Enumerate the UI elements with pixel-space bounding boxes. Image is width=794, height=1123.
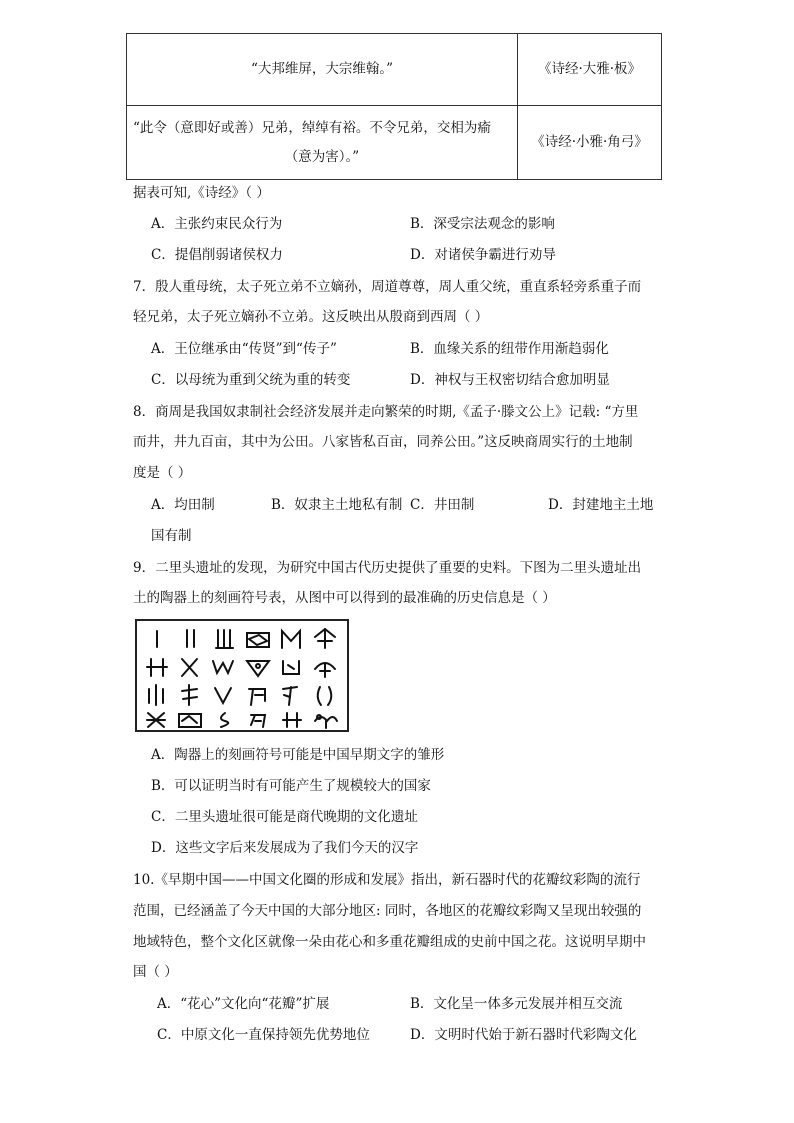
symbol-glyph	[247, 661, 269, 676]
symbol-glyph	[221, 713, 228, 727]
quote-cell: “大邦维屏，大宗维翰。”	[127, 34, 518, 106]
source-cell: 《诗经·大雅·板》	[518, 34, 662, 106]
symbol-glyph	[283, 713, 301, 727]
q8-option-d-continued: 国有制	[151, 528, 192, 544]
symbol-glyph	[315, 629, 335, 648]
symbol-glyph	[315, 715, 337, 728]
symbol-glyph	[215, 688, 231, 703]
table-row	[127, 34, 662, 106]
q9-option-b[interactable]: B．可以证明当时有可能产生了规模较大的国家	[151, 778, 431, 794]
symbol-glyph	[182, 685, 197, 705]
q9-stem-line: 9．二里头遗址的发现，为研究中国古代历史提供了重要的史料。下图为二里头遗址出	[133, 560, 642, 576]
q7-option-d[interactable]: D．神权与王权密切结合愈加明显	[410, 372, 610, 388]
q8-stem-line: 而井，井九百亩，其中为公田。八家皆私百亩，同养公田。”这反映商周实行的土地制	[133, 434, 633, 450]
quote-line: （意为害）。”	[284, 148, 360, 165]
q7-stem-line: 7．殷人重母统，太子死立弟不立嫡孙，周道尊尊，周人重父统，重直系轻旁系重子而	[133, 279, 642, 295]
q6-option-a[interactable]: A．主张约束民众行为	[151, 216, 283, 232]
q8-option-d[interactable]: D．封建地主土地	[548, 497, 654, 513]
symbol-glyph	[282, 631, 300, 648]
source-table	[126, 33, 662, 180]
q9-option-d[interactable]: D．这些文字后来发展成为了我们今天的汉字	[151, 840, 419, 856]
symbol-glyph	[247, 633, 269, 647]
q10-option-c[interactable]: C．中原文化一直保持领先优势地位	[157, 1027, 370, 1043]
q10-stem-line: 10.《早期中国——中国文化圈的形成和发展》指出，新石器时代的花瓣纹彩陶的流行	[133, 872, 641, 888]
q7-option-c[interactable]: C．以母统为重到父统为重的转变	[151, 372, 351, 388]
symbol-glyph	[149, 685, 163, 705]
symbol-glyph	[249, 689, 265, 705]
q7-option-b[interactable]: B．血缘关系的纽带作用渐趋弱化	[410, 341, 609, 357]
symbol-glyph	[251, 715, 265, 727]
symbol-glyph	[283, 687, 297, 705]
q7-stem-line: 轻兄弟，太子死立嫡孙不立弟。这反映出从殷商到西周（ ）	[133, 309, 489, 325]
q10-stem-line: 地域特色，整个文化区就像一朵由花心和多重花瓣组成的史前中国之花。这说明早期中	[133, 934, 646, 950]
quote-line: “此令（意即好或善）兄弟，绰绰有裕。不令兄弟，交相为瘉	[133, 119, 491, 136]
q10-option-a[interactable]: A．“花心”文化向“花瓣”扩展	[157, 996, 330, 1012]
quote-cell	[127, 106, 518, 180]
symbol-glyph	[318, 687, 332, 705]
symbol-glyph	[216, 630, 233, 648]
source-cell: 《诗经·小雅·角弓》	[518, 106, 662, 180]
q7-option-a[interactable]: A．王位继承由“传贤”到“传子”	[151, 341, 337, 357]
q10-option-b[interactable]: B．文化呈一体多元发展并相互交流	[410, 996, 623, 1012]
symbol-glyph	[283, 661, 299, 674]
symbol-glyph	[179, 714, 201, 727]
q8-option-a[interactable]: A．均田制	[151, 497, 215, 513]
q6-option-b[interactable]: B．深受宗法观念的影响	[410, 216, 555, 232]
q9-stem-line: 土的陶器上的刻画符号表，从图中可以得到的最准确的历史信息是（ ）	[133, 590, 556, 606]
symbol-glyph	[315, 663, 335, 677]
table-row	[127, 106, 662, 180]
q6-option-c[interactable]: C．提倡削弱诸侯权力	[151, 247, 283, 263]
q10-option-d[interactable]: D．文明时代始于新石器时代彩陶文化	[410, 1027, 637, 1043]
q10-stem-line: 国（ ）	[133, 964, 178, 980]
symbol-glyph	[187, 630, 194, 647]
q8-stem-line: 度是（ ）	[133, 465, 192, 481]
q8-option-c[interactable]: C．井田制	[410, 497, 475, 513]
q9-option-c[interactable]: C．二里头遗址很可能是商代晚期的文化遗址	[151, 809, 418, 825]
q8-stem-line: 8．商周是我国奴隶制社会经济发展并走向繁荣的时期,《孟子·滕文公上》记载: “方里	[133, 404, 639, 420]
pottery-symbols-figure	[135, 619, 349, 732]
symbol-glyph	[147, 713, 165, 727]
q6-stem: 据表可知,《诗经》（ ）	[133, 185, 270, 201]
q6-option-d[interactable]: D．对诸侯争霸进行劝导	[410, 247, 556, 263]
q9-option-a[interactable]: A．陶器上的刻画符号可能是中国早期文字的雏形	[151, 747, 445, 763]
symbol-glyph	[147, 659, 167, 676]
q10-stem-line: 范围，已经涵盖了今天中国的大部分地区: 同时，各地区的花瓣纹彩陶又呈现出较强的	[133, 903, 642, 919]
symbol-glyph	[213, 661, 233, 673]
q8-option-b[interactable]: B．奴隶主土地私有制	[271, 497, 403, 513]
pottery-symbols-image	[137, 621, 347, 730]
symbol-glyph	[182, 659, 197, 676]
